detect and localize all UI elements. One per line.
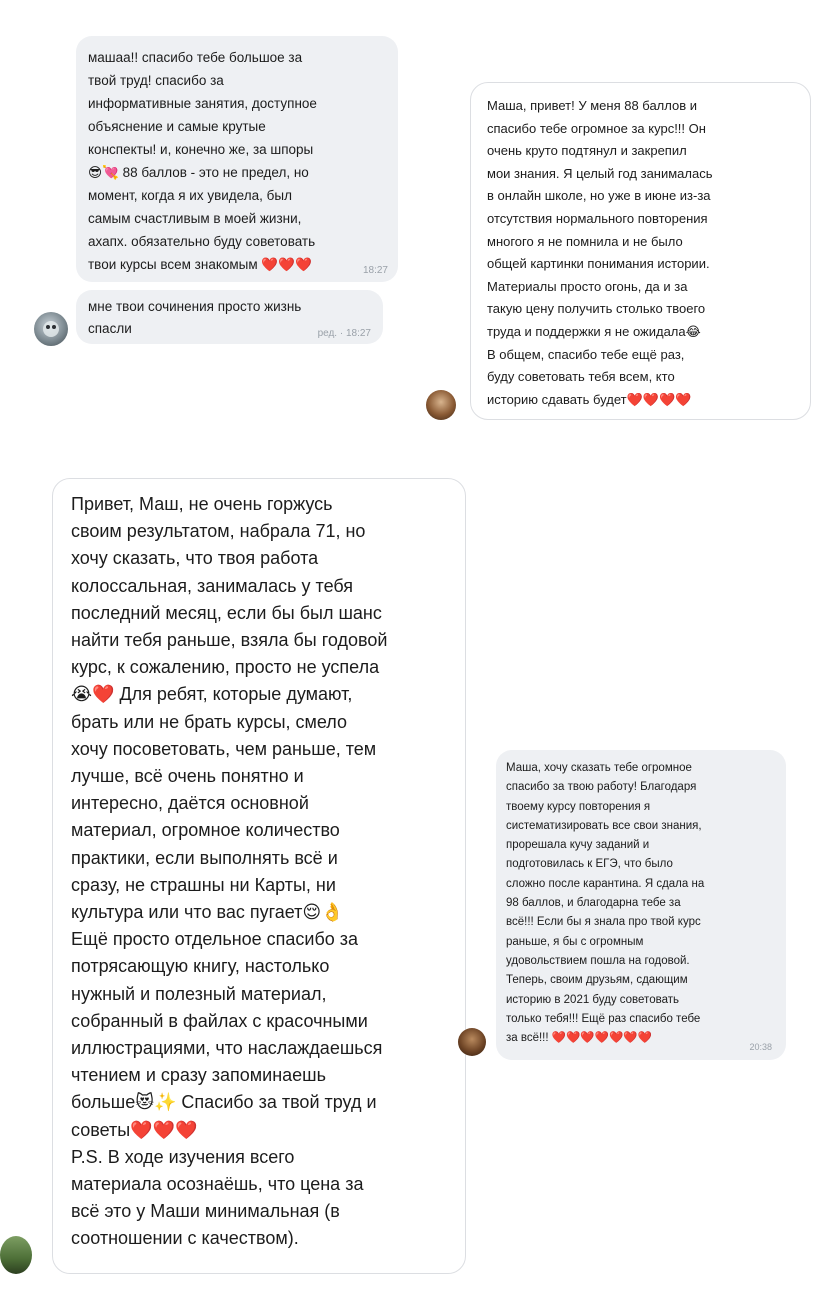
chat1-message2-text: мне твои сочинения просто жизнь спасли <box>88 299 302 336</box>
chat4-message-bubble <box>496 750 786 1060</box>
chat4-message-time: 20:38 <box>749 1042 772 1052</box>
chat3-message-text: Привет, Маш, не очень горжусь своим результатом, набрала 71, но хочу сказать, что твоя работа колоссальная, занималась у тебя последний месяц, если бы был шанс найти тебя раньше, взяла бы годовой курс, к сожалению, просто не успела 😭❤️ Для ребят, которые думают, брать или не брать курсы, смело хочу посоветовать, чем раньше, тем лучше, всё очень понятно и интересно, даётся основной материал, огромное количество практики, если выполнять всё и сразу, не страшны ни Карты, ни культура или что вас пугает😌👌 Ещё просто отдельное спасибо за потрясающую книгу, настолько нужный и полезный материал, собранный в файлах с красочными иллюстрациями, что наслаждаешься чтением и сразу запоминаешь больше😻✨ Спасибо за твой труд и советы❤️❤️❤️ P.S. В ходе изучения всего материала осознаёшь, что цена за всё это у Маши минимальная (в соотношении с качеством). <box>71 494 388 1249</box>
chat3-message-bubble <box>52 478 466 1274</box>
chat4-user-avatar <box>458 1028 486 1056</box>
chat2-message-text: Маша, привет! У меня 88 баллов и спасибо тебе огромное за курс!!! Он очень круто подтянул и закрепил мои знания. Я целый год занималась в онлайн школе, но уже в июне из-за отсутствия нормального повторения многого я не помнила и не было общей картинки понимания истории. Материалы просто огонь, да и за такую цену получить столько твоего труда и поддержки я не ожидала😂 В общем, спасибо тебе ещё раз, буду советовать тебя всем, кто историю сдавать будет❤️❤️❤️❤️ <box>487 98 713 407</box>
chat1-message-bubble <box>76 36 398 282</box>
chat1-message-text: машаа!! спасибо тебе большое за твой труд! спасибо за информативные занятия, доступное объяснение и самые крутые конспекты! и, конечно же, за шпоры 😎💘 88 баллов - это не предел, но момент, когда я их увидела, был самым счастливым в моей жизни, ахапх. обязательно буду советовать твои курсы всем знакомым ❤️❤️❤️ <box>88 50 317 272</box>
avatar-image-icon <box>34 312 68 346</box>
chat1-message-time: 18:27 <box>362 265 388 276</box>
chat1-message2-bubble <box>76 290 383 344</box>
chat1-message2-time: ред. · 18:27 <box>317 328 371 339</box>
chat4-message-text: Маша, хочу сказать тебе огромное спасибо за твою работу! Благодаря твоему курсу повторения я систематизировать все свои знания, прорешала кучу заданий и подготовилась к ЕГЭ, что было сложно после карантина. Я сдала на 98 баллов, и благодарна тебе за всё!!! Если бы я знала про твой курс раньше, я бы с огромным удовольствием пошла на годовой. Теперь, своим друзьям, сдающим историю в 2021 буду советовать только тебя!!! Ещё раз спасибо тебе за всё!!! ❤️❤️❤️❤️❤️❤️❤️ <box>506 762 705 1045</box>
chat2-user-avatar <box>426 390 456 420</box>
chat1-user-avatar <box>34 312 68 346</box>
chat2-message-bubble <box>470 82 811 420</box>
chat3-user-avatar <box>0 1236 32 1274</box>
